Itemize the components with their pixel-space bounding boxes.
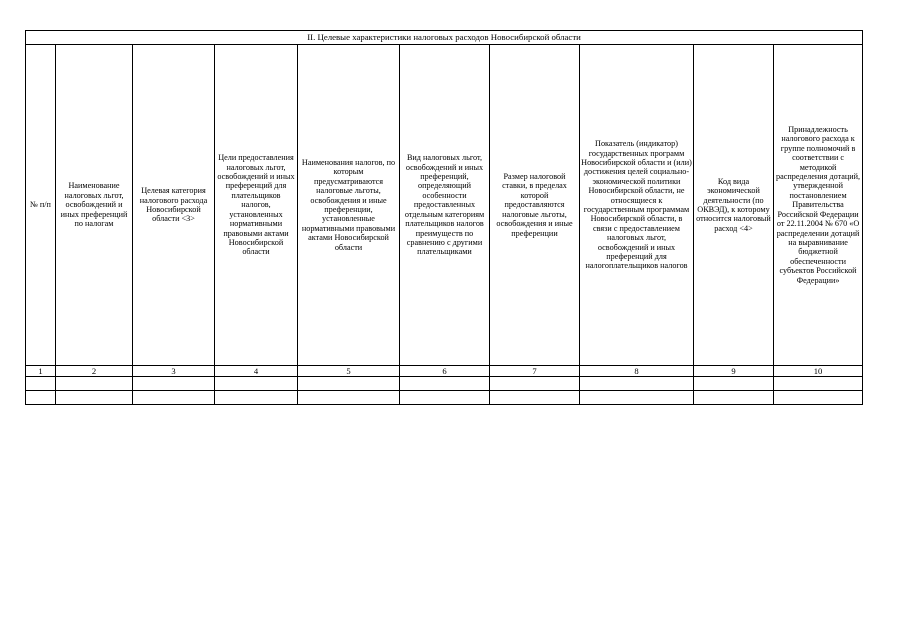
empty-cell (580, 377, 694, 391)
empty-cell (298, 391, 400, 405)
empty-cell (56, 391, 133, 405)
column-number: 8 (580, 366, 694, 377)
column-number: 5 (298, 366, 400, 377)
header-col-8: Показатель (индикатор) государственных программ Новосибирской области и (или) достижения целей социально-экономической политики Новосибирской области, не относящиеся к государственным программам Новосибирской области, в связи с предоставлением налоговых льгот, освобождений и иных преференций для налогоплательщиков налогов (580, 45, 694, 366)
empty-cell (694, 377, 774, 391)
empty-cell (298, 377, 400, 391)
header-col-3: Целевая категория налогового расхода Новосибирской области <3> (133, 45, 215, 366)
header-col-6: Вид налоговых льгот, освобождений и иных преференций, определяющий особенности предоставленных отдельным категориям плательщиков налогов преимуществ по сравнению с другими плательщиками (400, 45, 490, 366)
column-number: 4 (215, 366, 298, 377)
header-col-9: Код вида экономической деятельности (по ОКВЭД), к которому относится налоговый расход <4> (694, 45, 774, 366)
empty-cell (490, 377, 580, 391)
header-col-10: Принадлежность налогового расхода к группе полномочий в соответствии с методикой распределения дотаций, утвержденной постановлением Правительства Российской Федерации от 22.11.2004 № 670 «О распределении дотаций на выравнивание бюджетной обеспеченности субъектов Российской Федерации» (774, 45, 863, 366)
empty-cell (215, 377, 298, 391)
header-col-7: Размер налоговой ставки, в пределах которой предоставляются налоговые льготы, освобождения и иные преференции (490, 45, 580, 366)
header-col-5: Наименования налогов, по которым предусматриваются налоговые льготы, освобождения и иные преференции, установленные нормативными правовыми актами Новосибирской области (298, 45, 400, 366)
empty-cell (56, 377, 133, 391)
empty-cell (215, 391, 298, 405)
empty-cell (26, 391, 56, 405)
header-col-1: № п/п (26, 45, 56, 366)
header-col-2: Наименование налоговых льгот, освобождений и иных преференций по налогам (56, 45, 133, 366)
column-number: 9 (694, 366, 774, 377)
column-number-row (26, 366, 863, 377)
column-number: 10 (774, 366, 863, 377)
table-row-empty (26, 377, 863, 391)
column-number: 7 (490, 366, 580, 377)
empty-cell (133, 391, 215, 405)
empty-cell (26, 377, 56, 391)
header-col-4: Цели предоставления налоговых льгот, освобождений и иных преференций для плательщиков налогов, установленных нормативными правовыми актами Новосибирской области (215, 45, 298, 366)
empty-cell (400, 377, 490, 391)
column-number: 6 (400, 366, 490, 377)
section-title: II. Целевые характеристики налоговых расходов Новосибирской области (26, 31, 863, 45)
table-title-row (26, 31, 863, 45)
column-number: 3 (133, 366, 215, 377)
tax-expenditure-table (25, 30, 863, 405)
empty-cell (774, 391, 863, 405)
empty-cell (133, 377, 215, 391)
empty-cell (490, 391, 580, 405)
column-number: 1 (26, 366, 56, 377)
table-row-empty (26, 391, 863, 405)
column-header-row (26, 45, 863, 366)
column-number: 2 (56, 366, 133, 377)
empty-cell (400, 391, 490, 405)
empty-cell (580, 391, 694, 405)
empty-cell (694, 391, 774, 405)
empty-cell (774, 377, 863, 391)
